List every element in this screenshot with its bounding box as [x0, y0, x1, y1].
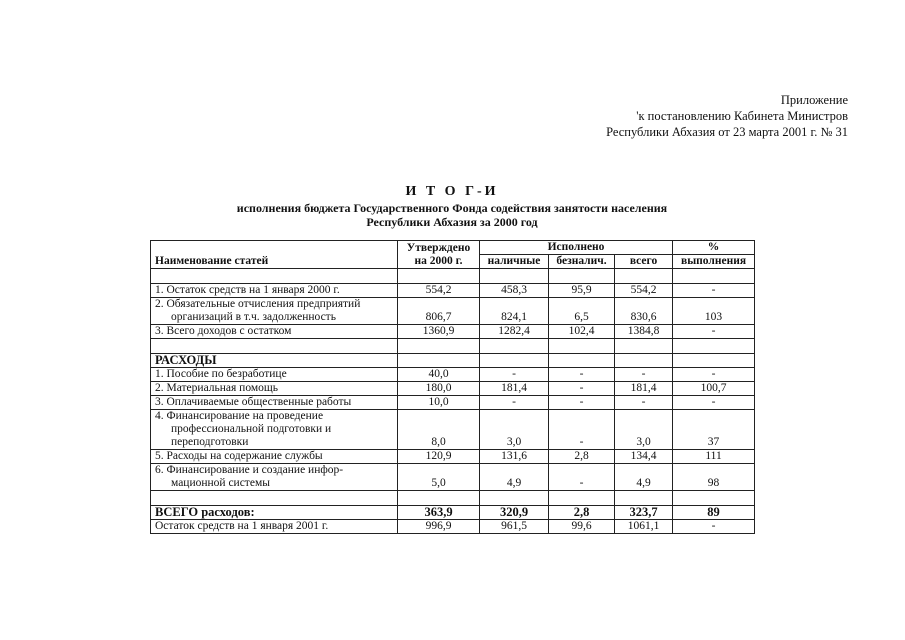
- spacer-row: [151, 339, 755, 354]
- balance-name: Остаток средств на 1 января 2001 г.: [151, 520, 398, 534]
- total-cash: 320,9: [480, 506, 549, 520]
- row-pct: 103: [673, 298, 755, 325]
- row-name-line: переподготовки: [171, 436, 249, 448]
- row-name: [151, 464, 398, 491]
- row-approved: 554,2: [398, 284, 480, 298]
- row-name-line: организаций в т.ч. задолженность: [171, 311, 336, 323]
- document-title: И Т О Г-И: [405, 184, 499, 199]
- table-row: [151, 298, 755, 325]
- table-row: [151, 325, 755, 339]
- balance-approved: 996,9: [398, 520, 480, 534]
- table-row: [151, 396, 755, 410]
- appendix-line-1: Приложение: [780, 93, 848, 107]
- row-approved: 8,0: [398, 410, 480, 450]
- total-approved: 363,9: [398, 506, 480, 520]
- row-cash: 131,6: [480, 450, 549, 464]
- balance-cash: 961,5: [480, 520, 549, 534]
- row-name-line: мационной системы: [171, 477, 270, 489]
- spacer-row: [151, 269, 755, 284]
- header-executed: Исполнено: [480, 241, 673, 255]
- appendix-note: [606, 92, 848, 140]
- row-cash: -: [480, 368, 549, 382]
- row-pct: 37: [673, 410, 755, 450]
- row-cash: 181,4: [480, 382, 549, 396]
- row-approved: 40,0: [398, 368, 480, 382]
- row-cash: 824,1: [480, 298, 549, 325]
- table-row: [151, 368, 755, 382]
- table-row: [151, 464, 755, 491]
- row-pct: -: [673, 368, 755, 382]
- row-total: 1384,8: [615, 325, 673, 339]
- row-pct: -: [673, 325, 755, 339]
- row-cash: 3,0: [480, 410, 549, 450]
- document-subtitle-2: Республики Абхазия за 2000 год: [366, 215, 538, 229]
- total-noncash: 2,8: [549, 506, 615, 520]
- total-pct: 89: [673, 506, 755, 520]
- row-noncash: -: [549, 382, 615, 396]
- row-noncash: 95,9: [549, 284, 615, 298]
- row-name-line: 6. Финансирование и создание инфор-: [155, 464, 344, 476]
- header-name: Наименование статей: [151, 241, 398, 269]
- row-name: [151, 298, 398, 325]
- header-pct-label: выполнения: [673, 255, 755, 269]
- row-noncash: -: [549, 396, 615, 410]
- header-noncash: безналич.: [549, 255, 615, 269]
- row-total: 181,4: [615, 382, 673, 396]
- balance-row: [151, 520, 755, 534]
- total-name: ВСЕГО расходов:: [151, 506, 398, 520]
- row-cash: 458,3: [480, 284, 549, 298]
- row-name: 1. Остаток средств на 1 января 2000 г.: [151, 284, 398, 298]
- header-approved: Утверждено на 2000 г.: [398, 241, 480, 269]
- row-name: 3. Оплачиваемые общественные работы: [151, 396, 398, 410]
- balance-pct: -: [673, 520, 755, 534]
- balance-noncash: 99,6: [549, 520, 615, 534]
- row-pct: 98: [673, 464, 755, 491]
- row-total: 4,9: [615, 464, 673, 491]
- document-heading: [150, 183, 754, 229]
- budget-table: [150, 240, 755, 534]
- row-total: -: [615, 396, 673, 410]
- row-pct: -: [673, 284, 755, 298]
- row-total: 134,4: [615, 450, 673, 464]
- row-noncash: -: [549, 368, 615, 382]
- row-total: 3,0: [615, 410, 673, 450]
- row-name: 3. Всего доходов с остатком: [151, 325, 398, 339]
- header-row-1: [151, 241, 755, 255]
- table-row: [151, 284, 755, 298]
- appendix-line-2: 'к постановлению Кабинета Министров: [636, 109, 848, 123]
- row-name: 2. Материальная помощь: [151, 382, 398, 396]
- document-subtitle-1: исполнения бюджета Государственного Фонда содействия занятости населения: [236, 201, 668, 215]
- row-name: 5. Расходы на содержание службы: [151, 450, 398, 464]
- section-row: [151, 354, 755, 368]
- row-approved: 806,7: [398, 298, 480, 325]
- row-noncash: -: [549, 464, 615, 491]
- total-row: [151, 506, 755, 520]
- row-pct: 111: [673, 450, 755, 464]
- header-total: всего: [615, 255, 673, 269]
- row-name: 1. Пособие по безработице: [151, 368, 398, 382]
- total-total: 323,7: [615, 506, 673, 520]
- row-approved: 10,0: [398, 396, 480, 410]
- row-name-line: профессиональной подготовки и: [171, 423, 332, 435]
- row-approved: 1360,9: [398, 325, 480, 339]
- table-row: [151, 382, 755, 396]
- appendix-line-3: Республики Абхазия от 23 марта 2001 г. № 31: [606, 125, 848, 139]
- row-approved: 120,9: [398, 450, 480, 464]
- row-name-line: 2. Обязательные отчисления предприятий: [155, 298, 361, 310]
- section-title: РАСХОДЫ: [151, 354, 398, 368]
- header-cash: наличные: [480, 255, 549, 269]
- spacer-row: [151, 491, 755, 506]
- row-pct: -: [673, 396, 755, 410]
- row-approved: 5,0: [398, 464, 480, 491]
- table-row: [151, 450, 755, 464]
- row-cash: 1282,4: [480, 325, 549, 339]
- row-total: 554,2: [615, 284, 673, 298]
- row-name-line: 4. Финансирование на проведение: [155, 410, 324, 422]
- row-name: [151, 410, 398, 450]
- row-pct: 100,7: [673, 382, 755, 396]
- header-pct-symbol: %: [673, 241, 755, 255]
- row-noncash: 102,4: [549, 325, 615, 339]
- row-noncash: 2,8: [549, 450, 615, 464]
- row-noncash: -: [549, 410, 615, 450]
- row-approved: 180,0: [398, 382, 480, 396]
- row-total: 830,6: [615, 298, 673, 325]
- row-cash: 4,9: [480, 464, 549, 491]
- row-noncash: 6,5: [549, 298, 615, 325]
- table-row: [151, 410, 755, 450]
- row-total: -: [615, 368, 673, 382]
- row-cash: -: [480, 396, 549, 410]
- balance-total: 1061,1: [615, 520, 673, 534]
